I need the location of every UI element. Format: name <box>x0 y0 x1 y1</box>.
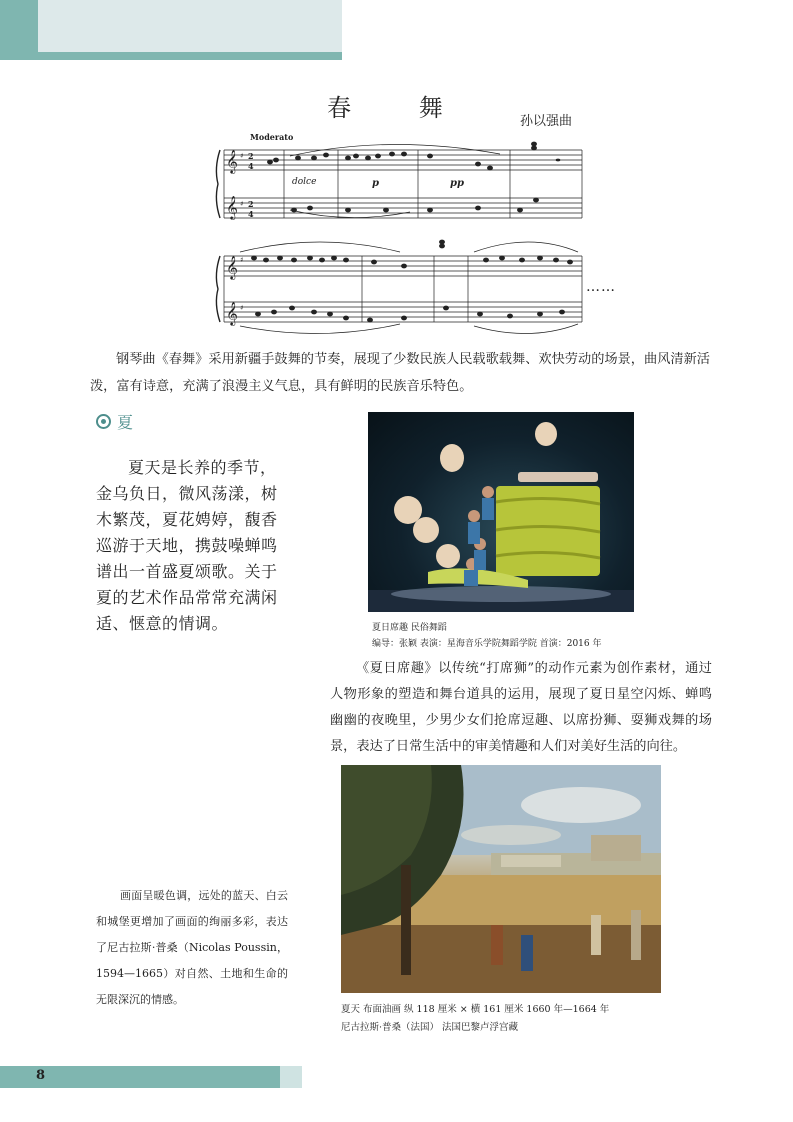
svg-text:♯: ♯ <box>240 200 244 208</box>
svg-text:𝄞: 𝄞 <box>226 149 238 173</box>
double-circle-icon <box>96 414 111 429</box>
tempo-marking: Moderato <box>250 132 294 142</box>
section-title: 夏 <box>117 413 134 432</box>
svg-text:2: 2 <box>248 199 254 209</box>
figure1-caption-meta: 编导：张颖 表演：星海音乐学院舞蹈学院 首演：2016 年 <box>372 639 602 649</box>
staff-1-bass <box>224 198 582 218</box>
section-heading <box>96 410 133 433</box>
dance-photo <box>368 412 634 612</box>
svg-text:𝄞: 𝄞 <box>226 255 238 279</box>
footer-accent <box>280 1066 302 1088</box>
svg-text:4: 4 <box>248 209 254 219</box>
dance-description: 《夏日席趣》以传统“打席狮”的动作元素为创作素材，通过人物形象的塑造和舞台道具的运用，展现了夏日星空闪烁、蝉鸣幽幽的夜晚里，少男少女们抢席逗趣、以席扮狮、耍狮戏舞的场景，表达了日常生活中的审美情趣和人们对美好生活的向往。 <box>330 661 712 754</box>
page-number: 8 <box>36 1068 46 1083</box>
svg-text:𝄞: 𝄞 <box>226 195 238 219</box>
header-panel <box>38 0 342 52</box>
svg-text:2: 2 <box>248 151 254 161</box>
composer-credit: 孙以强曲 <box>520 114 573 129</box>
section-intro: 夏天是长养的季节，金乌负日，微风荡漾，树木繁茂，夏花娉婷，馥香巡游于天地，携鼓噪蝉鸣谱出一首盛夏颂歌。关于夏的艺术作品常常充满闲适、惬意的情调。 <box>96 458 278 633</box>
score-description: 钢琴曲《春舞》采用新疆手鼓舞的节奏，展现了少数民族人民载歌载舞、欢快劳动的场景，曲风清新活泼，富有诗意，充满了浪漫主义气息，具有鲜明的民族音乐特色。 <box>90 352 710 394</box>
painting-description: 画面呈暖色调，远处的蓝天、白云和城堡更增加了画面的绚丽多彩，表达了尼古拉斯·普桑（Nicolas Poussin，1594—1665）对自然、土地和生命的无限深沉的情感。 <box>96 889 288 1006</box>
dynamic-dolce: dolce <box>292 177 317 187</box>
svg-text:𝄞: 𝄞 <box>226 301 238 325</box>
svg-text:♯: ♯ <box>240 256 244 264</box>
music-score <box>210 128 620 338</box>
svg-text:4: 4 <box>248 161 254 171</box>
figure2-caption-line1: 夏天 布面油画 纵 118 厘米 × 横 161 厘米 1660 年—1664 年 <box>341 1004 610 1015</box>
summer-painting <box>341 765 661 993</box>
svg-text:♯: ♯ <box>240 304 244 312</box>
svg-text:♯: ♯ <box>240 152 244 160</box>
dynamic-pp: pp <box>450 178 464 189</box>
score-title: 春 舞 <box>327 94 473 122</box>
score-continuation: …… <box>586 279 616 295</box>
figure1-caption-title: 夏日席趣 民俗舞蹈 <box>372 623 447 633</box>
figure2-caption-line2: 尼古拉斯·普桑（法国） 法国巴黎卢浮宫藏 <box>341 1022 519 1033</box>
dynamic-p: p <box>372 178 379 189</box>
